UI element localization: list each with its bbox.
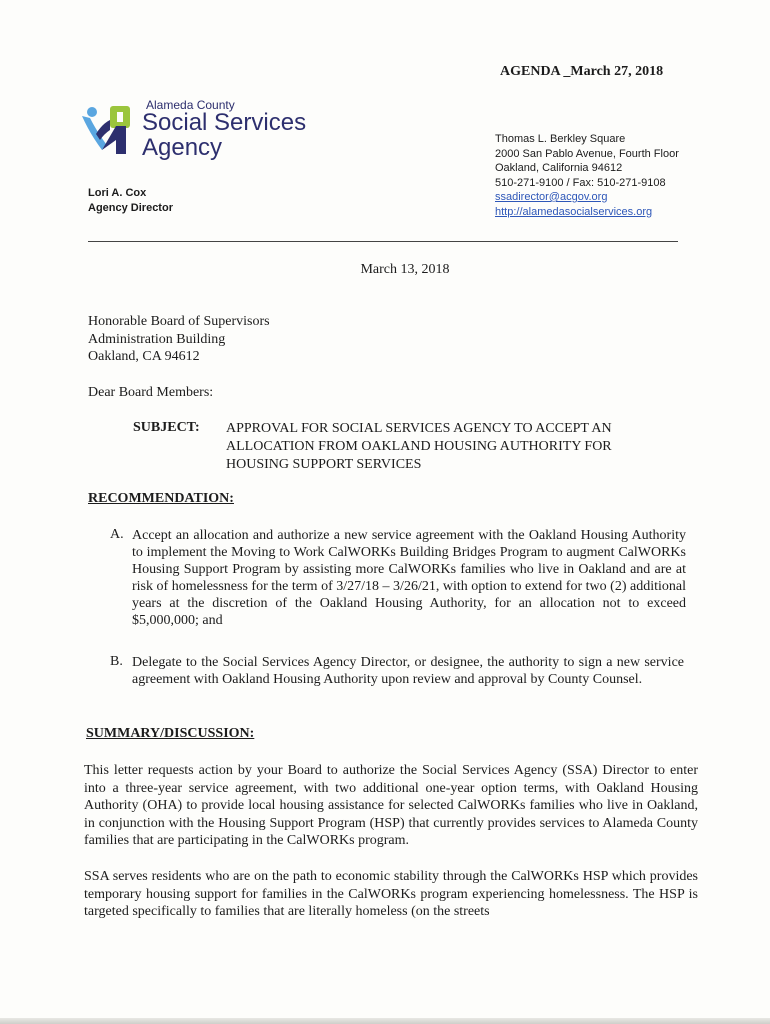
summary-paragraph: SSA serves residents who are on the path to economic stability through the CalWORKs HSP which provides temporary housing support for families in the CalWORKs program experiencing homelessness. The HSP is targeted specifically to families that are literally homeless (on the streets xyxy=(84,869,698,919)
salutation: Dear Board Members: xyxy=(88,385,214,400)
recipient-line: Administration Building xyxy=(88,331,226,347)
county-name: Alameda County xyxy=(146,98,235,112)
subject-line: APPROVAL FOR SOCIAL SERVICES AGENCY TO ACCEPT AN xyxy=(226,421,612,436)
address-line1: Thomas L. Berkley Square xyxy=(495,133,626,145)
recipient-line: Oakland, CA 94612 xyxy=(88,349,200,364)
page-bottom-edge xyxy=(0,1018,770,1024)
agency-name-line1: Social Services xyxy=(142,109,307,136)
agency-logo xyxy=(80,98,320,162)
summary-paragraph: This letter requests action by your Board to authorize the Social Services Agency (SSA) Director to enter into a three-year service agreement, with two additional one-year option terms, with Oakland Housing Authority (OHA) to provide local housing assistance for selected CalWORKs families who live in Oakland, in conjunction with the Housing Support Program (HSP) that currently provides services to Alameda County families that are participating in the CalWORKs program. xyxy=(84,763,698,848)
recommendation-text-a: Accept an allocation and authorize a new service agreement with the Oakland Housing Authority to implement the Moving to Work CalWORKs Building Bridges Program to augment CalWORKs Housing Support Program by assisting more CalWORKs families who live in Oakland and are at risk of homelessness for the term of 3/27/18 – 3/26/21, with option to extend for two (2) additional years at the discretion of the Oakland Housing Authority, for an allocation not to exceed $5,000,000; and xyxy=(132,528,686,628)
recipient-block xyxy=(88,313,270,366)
email-link[interactable]: ssadirector@acgov.org xyxy=(495,191,608,203)
subject-label: SUBJECT: xyxy=(133,420,200,435)
agency-name-line2: Agency xyxy=(142,134,223,161)
subject-text xyxy=(226,420,686,474)
director-name: Lori A. Cox xyxy=(88,187,147,199)
agenda-heading: AGENDA _March 27, 2018 xyxy=(500,64,664,79)
director-block xyxy=(88,186,173,216)
recipient-line: Honorable Board of Supervisors xyxy=(88,314,270,329)
agency-name xyxy=(142,110,322,160)
address-line3: Oakland, California 94612 xyxy=(495,162,623,174)
recommendation-text-b: Delegate to the Social Services Agency Director, or designee, the authority to sign a new service agreement with Oakland Housing Authority upon review and approval by County Counsel. xyxy=(132,655,684,687)
director-title: Agency Director xyxy=(88,202,173,214)
address-line2: 2000 San Pablo Avenue, Fourth Floor xyxy=(495,147,679,160)
subject-line: HOUSING SUPPORT SERVICES xyxy=(226,457,422,472)
recommendation-letter-b: B. xyxy=(110,654,123,669)
people-logo-icon xyxy=(80,104,138,156)
recommendation-letter-a: A. xyxy=(110,527,124,542)
agency-address xyxy=(495,132,725,219)
recommendation-heading: RECOMMENDATION: xyxy=(88,491,234,506)
header-divider xyxy=(88,241,678,242)
website-link[interactable]: http://alamedasocialservices.org xyxy=(495,205,653,218)
summary-heading: SUMMARY/DISCUSSION: xyxy=(86,726,255,741)
subject-line: ALLOCATION FROM OAKLAND HOUSING AUTHORITY FOR xyxy=(226,439,612,454)
phone-fax: 510-271-9100 / Fax: 510-271-9108 xyxy=(495,176,666,189)
letter-date: March 13, 2018 xyxy=(360,262,450,277)
